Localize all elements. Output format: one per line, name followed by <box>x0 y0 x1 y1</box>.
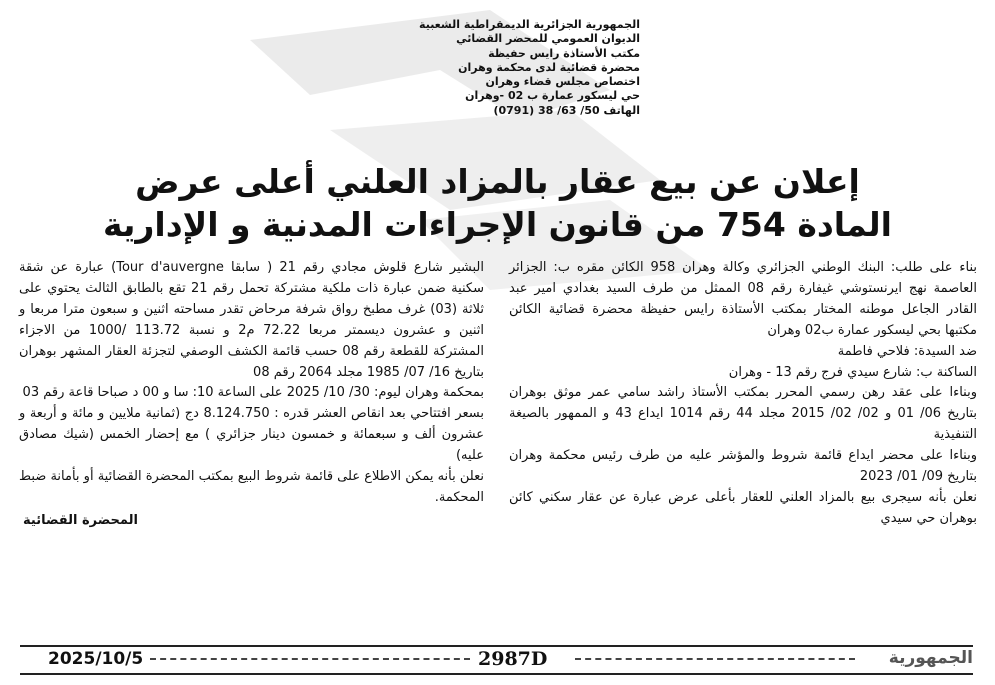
paragraph-auction-date: بمحكمة وهران ليوم: 30/ 10/ 2025 على الساعة 10: سا و 00 د صباحا قاعة رقم 03 <box>22 385 484 401</box>
newspaper-logo: الجمهورية <box>888 648 973 668</box>
letterhead-line: الديوان العمومي للمحضر القضائي <box>456 32 640 46</box>
paragraph-mortgage-deed: وبناءا على عقد رهن رسمي المحرر بمكتب الأستاذ راشد سامي عمر موثق بوهران بتاريخ 06/ 01 و 02/ 02/ 2015 مجلد 44 رقم 1014 ايداع 43 و الممهور بالصيغة التنفيذية <box>509 385 978 443</box>
signature: المحضرة القضائية <box>23 512 138 528</box>
letterhead-line: اختصاص مجلس قضاء وهران <box>485 75 640 89</box>
right-text-column <box>509 258 977 530</box>
issue-date: 2025/10/5 <box>48 649 144 669</box>
letterhead <box>380 18 640 118</box>
paragraph-conditions-filing: وبناءا على محضر ايداع قائمة شروط والمؤشر عليه من طرف رئيس محكمة وهران بتاريخ 09/ 01/ 2023 <box>509 448 977 485</box>
paragraph-requester: بناء على طلب: البنك الوطني الجزائري وكالة وهران 958 الكائن مقره ب: الجزائر العاصمة نهج ايرنستوشي غيفارة رقم 08 الممثل من طرف السيد بغدادي امير عبد القادر الجاعل موطنه المختار بمكتب الأستاذة رايس حفيظة محضرة قضائية الكائن مكتبها بحي ليسكور عمارة ب02 وهران <box>509 260 977 338</box>
letterhead-line: مكتب الأستاذة رايس حفيظة <box>488 46 640 60</box>
letterhead-line: الجمهورية الجزائرية الديمقراطية الشعبية <box>419 18 640 31</box>
letterhead-line: محضرة قضائية لدى محكمة وهران <box>458 60 640 74</box>
page-footer <box>20 645 973 675</box>
footer-divider <box>575 658 855 660</box>
letterhead-phone: الهاتف 50/ 63/ 38 (0791) <box>493 103 640 117</box>
footer-divider <box>150 658 470 660</box>
letterhead-line: حي ليسكور عمارة ب 02 -وهران <box>465 89 640 103</box>
paragraph-residence: الساكنة ب: شارع سيدي فرج رقم 13 - وهران <box>728 364 977 380</box>
announcement-subtitle: المادة 754 من قانون الإجراءات المدنية و الإدارية <box>103 205 892 244</box>
paragraph-property-description: البشير شارع قلوش مجادي رقم 21 ( سابقا Tour d'auvergne) عبارة عن شقة سكنية ضمن عبارة ذات ملكية مشتركة تحمل رقم 21 تقع بالطابق الثالث يحتوي على ثلاثة (03) غرف مطبخ رواق شرفة مرحاض تقدر مساحته اثنين و سبعون مترا مربعا و اثنين و عشرون ديسمتر مربعا 72.22 م2 و نسبة 113.72 /1000 من الاجزاء المشتركة للقطعة رقم 08 حسب قائمة الكشف الوصفي لتجزئة العقار المشهر بوهران بتاريخ 16/ 07/ 1985 مجلد 2064 رقم 08 <box>19 260 485 380</box>
paragraph-against: ضد السيدة: فلاحي فاطمة <box>837 343 977 359</box>
issue-number: 2987D <box>478 648 548 670</box>
paragraph-consultation: نعلن بأنه يمكن الاطلاع على قائمة شروط البيع بمكتب المحضرة القضائية أو بأمانة ضبط المحكمة. <box>19 469 484 505</box>
left-text-column <box>19 258 484 532</box>
announcement-title: إعلان عن بيع عقار بالمزاد العلني أعلى عرض <box>135 162 860 201</box>
paragraph-opening-price: بسعر افتتاحي بعد انقاص العشر قدره : 8.124.750 دج (ثمانية ملايين و مائة و أربعة و عشرون ألف و سبعمائة و خمسون دينار جزائري ) مع إحضار الخمس (شيك مصادق عليه) <box>19 406 484 464</box>
paragraph-sale-notice: نعلن بأنه سيجرى بيع بالمزاد العلني للعقار بأعلى عرض عبارة عن عقار سكني كائن بوهران حي سيدي <box>509 489 977 526</box>
